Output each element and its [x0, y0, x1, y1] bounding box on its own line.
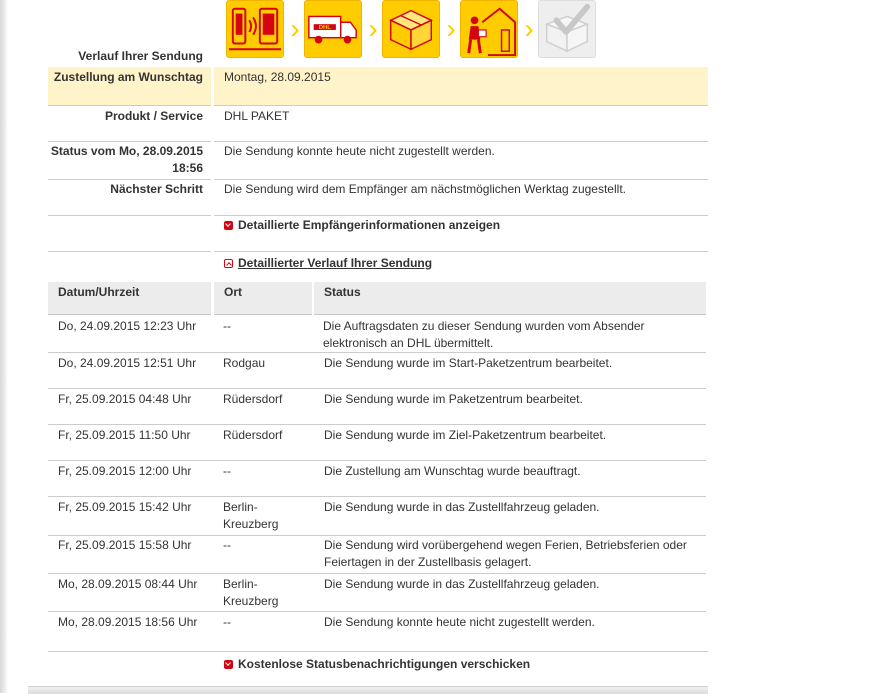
- product-row: [48, 106, 708, 142]
- history-place: --: [223, 615, 231, 629]
- column-header-place: Ort: [214, 282, 312, 315]
- column-gap: [211, 67, 214, 105]
- history-status: Die Sendung wird vorübergehend wegen Ferien, Betriebsferien oder Feiertagen in der Zustellbasis gelagert.: [324, 538, 687, 569]
- recipient-info-toggle[interactable]: [224, 217, 500, 233]
- collapse-icon: [224, 259, 233, 268]
- row-divider: [48, 611, 706, 612]
- history-toggle-label: Detaillierter Verlauf Ihrer Sendung: [238, 256, 433, 270]
- row-divider: [48, 651, 708, 652]
- history-date: Mo, 28.09.2015 18:56 Uhr: [58, 615, 198, 629]
- wish-day-row: [48, 67, 708, 105]
- history-date: Fr, 25.09.2015 15:42 Uhr: [58, 500, 192, 514]
- history-date: Mo, 28.09.2015 08:44 Uhr: [58, 577, 198, 591]
- chevron-right-icon: ›: [446, 13, 456, 44]
- row-divider: [48, 460, 706, 461]
- row-divider: [48, 496, 706, 497]
- status-label: Status vom Mo, 28.09.2015 18:56: [50, 144, 203, 175]
- expand-icon: [224, 221, 233, 230]
- history-place: --: [223, 319, 231, 333]
- history-date: Fr, 25.09.2015 11:50 Uhr: [58, 428, 191, 442]
- next-step-row: [48, 180, 708, 214]
- history-date: Do, 24.09.2015 12:51 Uhr: [58, 356, 197, 370]
- notifications-toggle[interactable]: [224, 656, 530, 672]
- row-divider: [48, 535, 706, 536]
- parcel-center-icon: [382, 0, 440, 58]
- row-divider: [214, 251, 708, 252]
- history-place: Rüdersdorf: [223, 392, 283, 406]
- row-divider: [48, 352, 706, 353]
- delivered-check-icon: [538, 0, 596, 58]
- dhl-truck-icon: [304, 0, 362, 58]
- history-status: Die Auftragsdaten zu dieser Sendung wurden vom Absender elektronisch an DHL übermittelt.: [323, 319, 645, 350]
- next-step-value: Die Sendung wird dem Empfänger am nächstmöglichen Werktag zugestellt.: [224, 182, 626, 196]
- history-status: Die Sendung konnte heute nicht zugestellt werden.: [324, 615, 595, 629]
- next-step-label: Nächster Schritt: [110, 182, 203, 196]
- history-place: Rodgau: [223, 356, 266, 370]
- progress-label: Verlauf Ihrer Sendung: [78, 49, 203, 63]
- notifications-toggle-label: Kostenlose Statusbenachrichtigungen verschicken: [238, 657, 531, 671]
- history-status: Die Sendung wurde im Paketzentrum bearbeitet.: [324, 392, 583, 406]
- row-divider: [48, 388, 706, 389]
- history-place: Berlin-Kreuzberg: [223, 577, 279, 608]
- history-date: Fr, 25.09.2015 04:48 Uhr: [58, 392, 192, 406]
- product-value: DHL PAKET: [224, 109, 290, 123]
- row-divider: [48, 424, 706, 425]
- history-place: Berlin-Kreuzberg: [223, 500, 279, 531]
- wish-day-label: Zustellung am Wunschtag: [53, 70, 203, 84]
- history-date: Fr, 25.09.2015 12:00 Uhr: [58, 464, 192, 478]
- row-divider: [214, 215, 708, 216]
- svg-text:DHL: DHL: [318, 25, 331, 32]
- history-status: Die Sendung wurde in das Zustellfahrzeug geladen.: [324, 500, 600, 514]
- status-value: Die Sendung konnte heute nicht zugestellt werden.: [224, 144, 495, 158]
- row-divider: [48, 251, 211, 252]
- row-divider: [48, 573, 706, 574]
- column-header-date: Datum/Uhrzeit: [48, 282, 211, 315]
- chevron-right-icon: ›: [368, 13, 378, 44]
- history-status: Die Zustellung am Wunschtag wurde beauftragt.: [324, 464, 581, 478]
- column-header-status: Status: [314, 282, 706, 315]
- recipient-info-toggle-label: Detaillierte Empfängerinformationen anzeigen: [238, 218, 501, 232]
- history-toggle[interactable]: [224, 255, 432, 271]
- chevron-right-icon: ›: [290, 13, 300, 44]
- left-shadow-edge: [0, 0, 8, 693]
- chevron-right-icon: ›: [524, 13, 534, 44]
- history-status: Die Sendung wurde in das Zustellfahrzeug geladen.: [324, 577, 600, 591]
- history-date: Do, 24.09.2015 12:23 Uhr: [58, 319, 197, 333]
- order-data-icon: [226, 0, 284, 58]
- history-place: Rüdersdorf: [223, 428, 283, 442]
- wish-day-value: Montag, 28.09.2015: [224, 70, 331, 84]
- history-place: --: [223, 538, 231, 552]
- history-status: Die Sendung wurde im Start-Paketzentrum bearbeitet.: [324, 356, 613, 370]
- row-divider: [48, 215, 211, 216]
- courier-delivery-icon: [460, 0, 518, 58]
- history-place: --: [223, 464, 231, 478]
- product-label: Produkt / Service: [104, 109, 203, 123]
- history-status: Die Sendung wurde im Ziel-Paketzentrum bearbeitet.: [324, 428, 607, 442]
- expand-icon: [224, 660, 233, 669]
- history-date: Fr, 25.09.2015 15:58 Uhr: [58, 538, 192, 552]
- status-row: [48, 142, 708, 179]
